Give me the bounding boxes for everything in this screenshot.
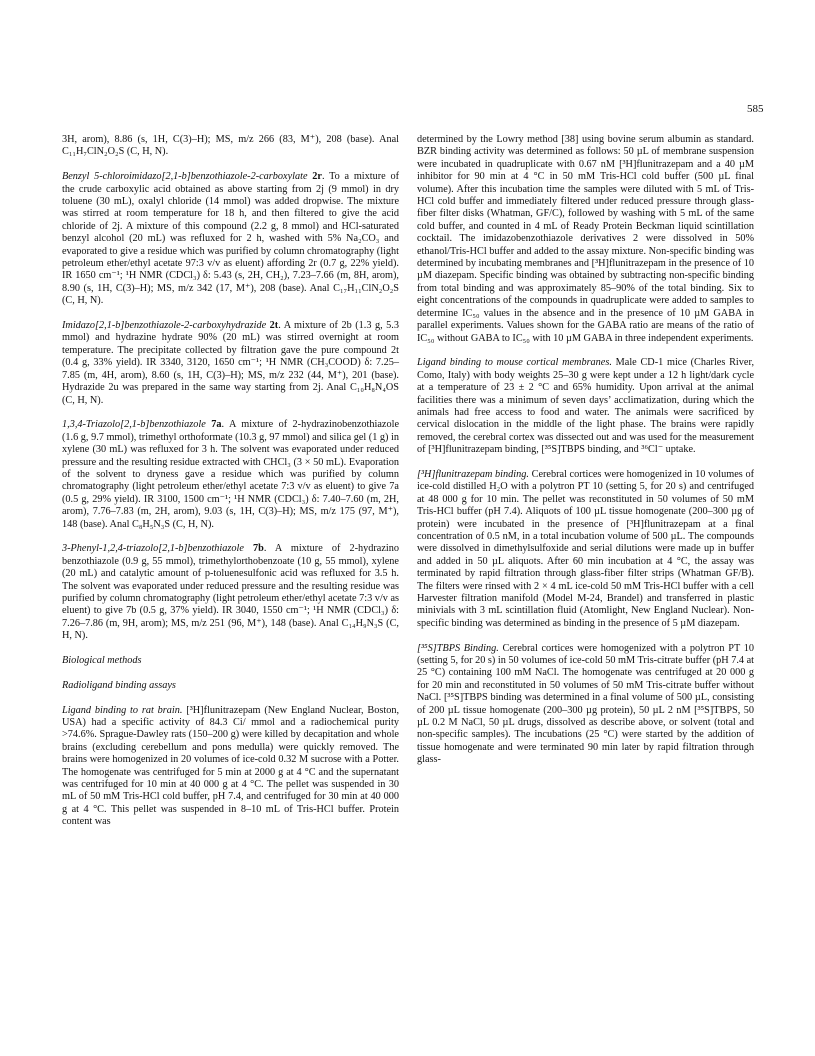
paragraph-body: . A mixture of 2-hydrazinobenzothiazole (1.6 g, 9.7 mmol), trimethyl orthoformate (10.3 g, 97 mmol) and silica gel (1 g) in xylene (30 mL) was refluxed for 3 h. The solvent was evaporated under reduced pressure and the resulting residue extracted with CHCl₃ (3 × 50 mL). Evaporation of the solvent to dryness gave a residue which was purified by column chromatography (light petroleum ether/ethyl acetate 7:3 v/v as eluent) to give 7a (0.5 g, 29% yield). IR 3100, 1500 cm⁻¹; ¹H NMR (CDCl₃) δ: 7.40–7.60 (m, 2H, arom), 7.76–7.83 (m, 2H, arom), 9.03 (s, 1H, C(3)–H); MS, m/z 175 (97, M⁺), 148 (base). Anal C₈H₅N₃S (C, H, N).: [62, 419, 399, 530]
paragraph-body: Male CD-1 mice (Charles River, Como, Italy) with body weights 25–30 g were kept under a 12 h light/dark cycle at a temperature of 23 ± 2 °C and 65% humidity. Upon arrival at the animal facilities there was a minimum of seven days’ acclimatization, during which the animals had free access to food and water. The animals were sacrificed by cervical dislocation in the middle of the light phase. The brains were rapidly removed, the cerebral cortex was dissected out and was used for the measurement of [³H]flunitrazepam binding, [³⁵S]TBPS binding, and ³⁶Cl⁻ uptake.: [417, 357, 755, 456]
paragraph-7b: [62, 543, 399, 642]
paragraph-heading: Ligand binding to mouse cortical membranes.: [417, 357, 612, 369]
right-column: [417, 134, 754, 779]
paragraph-continuation: 3H, arom), 8.86 (s, 1H, C(3)–H); MS, m/z 266 (83, M⁺), 208 (base). Anal C₁₁H₇ClN₂O₂S (C, H, N).: [62, 134, 399, 158]
paragraph-mouse-membranes: [417, 357, 754, 456]
paragraph-heading: [³⁵S]TBPS Binding.: [417, 642, 499, 654]
compound-label: 2t: [269, 320, 279, 332]
compound-label: 7b: [253, 543, 264, 555]
compound-label: 2r: [312, 171, 322, 183]
section-heading-radioligand: Radioligand binding assays: [62, 679, 176, 691]
paragraph-tbps-binding: [417, 643, 754, 767]
paragraph-heading: [³H]flunitrazepam binding.: [417, 468, 529, 480]
compound-heading: 3-Phenyl-1,2,4-triazolo[2,1-b]benzothiazole: [62, 543, 244, 555]
paragraph-body: Cerebral cortices were homogenized with a polytron PT 10 (setting 5, for 20 s) in 50 volumes of ice-cold 50 mM Tris-citrate buffer (pH 7.4 at 25 °C) containing 100 mM NaCl. The homogenate was centrifuged at 20 000 g for 20 min and reconstituted in 50 volumes of 50 mM Tris-citrate buffer without NaCl. [³⁵S]TBPS binding was determined in a final volume of 500 µL, consisting of 200 µL tissue homogenate (200–300 µg protein), 50 µL 2 nM [³⁵S]TBPS, 50 µL 0.2 M NaCl, 50 µL drugs, dissolved as describe above, or solvent (total and non-specific samples). The incubations (25 °C) were started by the addition of tissue homogenate and were terminated 90 min later by rapid filtration through glass-: [417, 642, 754, 766]
paragraph-7a: [62, 419, 399, 531]
compound-heading: Imidazo[2,1-b]benzothiazole-2-carboxyhydrazide: [62, 320, 267, 332]
compound-heading: 1,3,4-Triazolo[2,1-b]benzothiazole: [62, 419, 206, 431]
paragraph-body: . A mixture of 2b (1.3 g, 5.3 mmol) and hydrazine hydrate 90% (20 mL) was stirred overnight at room temperature. The precipitate collected by filtration gave the pure compound 2t (0.4 g, 33% yield). IR 3340, 3120, 1650 cm⁻¹; ¹H NMR (CH₃COOD) δ: 7.25–7.85 (m, 4H, arom), 8.60 (s, 1H, C(3)–H); MS, m/z 232 (44, M⁺), 201 (base). Hydrazide 2u was prepared in the same way starting from 2j. Anal C₁₀H₈N₄OS (C, H, N).: [62, 320, 399, 406]
paragraph-2t: [62, 320, 399, 407]
compound-heading: Benzyl 5-chloroimidazo[2,1-b]benzothiazole-2-carboxylate: [62, 171, 308, 183]
paragraph-2r: [62, 171, 399, 307]
paragraph-flunitrazepam-binding: [417, 469, 754, 630]
paragraph-body: Cerebral cortices were homogenized in 10 volumes of ice-cold distilled H₂O with a polytron PT 10 (setting 5, for 20 s) and centrifuged at 48 000 g for 10 min. The pellet was reconstituted in 50 volumes of 50 mM Tris-HCl buffer (pH 7.4). Aliquots of 100 µL tissue homogenate (200–300 µg of protein) were incubated in the presence of [³H]flunitrazepam at a final concentration of 0.5 nM, in a total incubation volume of 500 µL. The compounds were dissolved in dimethylsulfoxide and serial dilutions were made up in buffer and added in 50 µL aliquots. After 60 min incubation at 4 °C, the assay was terminated by rapid filtration through glass-fiber filter strips (Whatman GF/B). The filters were rinsed with 2 × 4 mL ice-cold 50 mM Tris-HCl buffer with a cell Harvester filtration manifold (Model M-24, Brandel) and transferred in plastic minivials with 3 mL scintillation fluid (Atomlight, New England Nuclear). Non-specific binding was determined as binding in the presence of 5 µM diazepam.: [417, 468, 754, 629]
paragraph-rat-brain: [62, 705, 399, 829]
left-column: [62, 134, 399, 841]
paragraph-lowry: determined by the Lowry method [38] using bovine serum albumin as standard. BZR binding activity was determined as follows: 50 µL of membrane suspension were incubated in quadruplicate with 0.67 nM [³H]flunitrazepam and a 40 µM inhibitor for 90 min at 4 °C in 50 mM Tris-HCl cold buffer (500 µL final volume). After this incubation time the samples were diluted with 5 mL of Tris-HCl cold buffer and immediately filtered under reduced pressure through glass-fiber filter disks (Whatman, GF/C), followed by washing with 5 mL of the same cold buffer, and counted in 4 mL of Ready Protein Beckman liquid scintillation cocktail. The imidazobenzothiazole derivatives 2 were dissolved in 50% ethanol/Tris-HCl buffer and added to the assay mixture. Non-specific binding was determined by incubating membranes and [³H]flunitrazepam in the presence of 10 µM diazepam. Specific binding was obtained by subtracting non-specific binding from total binding and was approximately 85–90% of the total binding. Six to eight concentrations of the compounds in quadruplicate were added to samples to determine IC₅₀ values in the absence and in the presence of 10 µM GABA in parallel experiments. Values shown for the GABA ratio are means of the ratio of IC₅₀ without GABA to IC₅₀ with 10 µM GABA in three independent experiments.: [417, 134, 754, 344]
compound-label: 7a: [211, 419, 222, 431]
paragraph-body: . A mixture of 2-hydrazino benzothiazole (0.9 g, 55 mmol), trimethylorthobenzoate (10 g, 55 mmol), xylene (20 mL) and catalytic amount of p-toluenesulfonic acid was refluxed for 3.5 h. The solvent was evaporated under reduced pressure and the resulting residue was purified by column chromatography (light petroleum ether/ethyl acetate 7:3 v/v as eluent) to give 7b (0.5 g, 37% yield). IR 3040, 1550 cm⁻¹; ¹H NMR (CDCl₃) δ: 7.26–7.86 (m, 9H, arom); MS, m/z 251 (96, M⁺), 148 (base). Anal C₁₄H₉N₃S (C, H, N).: [62, 543, 400, 642]
paragraph-body: [³H]flunitrazepam (New England Nuclear, Boston, USA) had a specific activity of 84.3 Ci/ mmol and a radiochemical purity >74.6%. Sprague-Dawley rats (150–200 g) were killed by decapitation and whole brains (excluding cerebellum and pons medulla) were quickly removed. The brains were homogenized in 20 volumes of ice-cold 0.32 M sucrose with a Potter. The homogenate was centrifuged for 5 min at 2000 g at 4 °C and the supernatant was centrifuged for 10 min at 40 000 g at 4 °C. The pellet was suspended in 30 mL of 50 mM Tris-HCl cold buffer, pH 7.4, and centrifuged for 30 min at 40 000 g at 4 °C. This pellet was suspended in 8–10 mL of Tris-HCl buffer. Protein content was: [62, 704, 400, 828]
section-heading-biological-methods: Biological methods: [62, 654, 142, 666]
page-number: 585: [747, 103, 764, 115]
paragraph-body: . To a mixture of the crude carboxylic acid obtained as above starting from 2j (9 mmol) in dry toluene (30 mL), oxalyl chloride (14 mmol) was added dropwise. The mixture was stirred at room temperature for 18 h, and then filtered to give the acid chloride of 2j. A mixture of this compound (2.2 g, 8 mmol) and HCl-saturated benzyl alcohol (20 mL) was refluxed for 2 h, washed with 5% Na₂CO₃ and evaporated to give a residue which was purified by column chromatography (light petroleum ether/ethyl acetate 97:3 v/v as eluent) affording 2r (0.7 g, 22% yield). IR 1650 cm⁻¹; ¹H NMR (CDCl₃) δ: 5.43 (s, 2H, CH₂), 7.23–7.66 (m, 8H, arom), 8.90 (s, 1H, C(3)–H); MS, m/z 342 (17, M⁺), 208 (base). Anal C₁₇H₁₁ClN₂O₂S (C, H, N).: [62, 171, 399, 307]
paragraph-heading: Ligand binding to rat brain.: [62, 704, 183, 716]
